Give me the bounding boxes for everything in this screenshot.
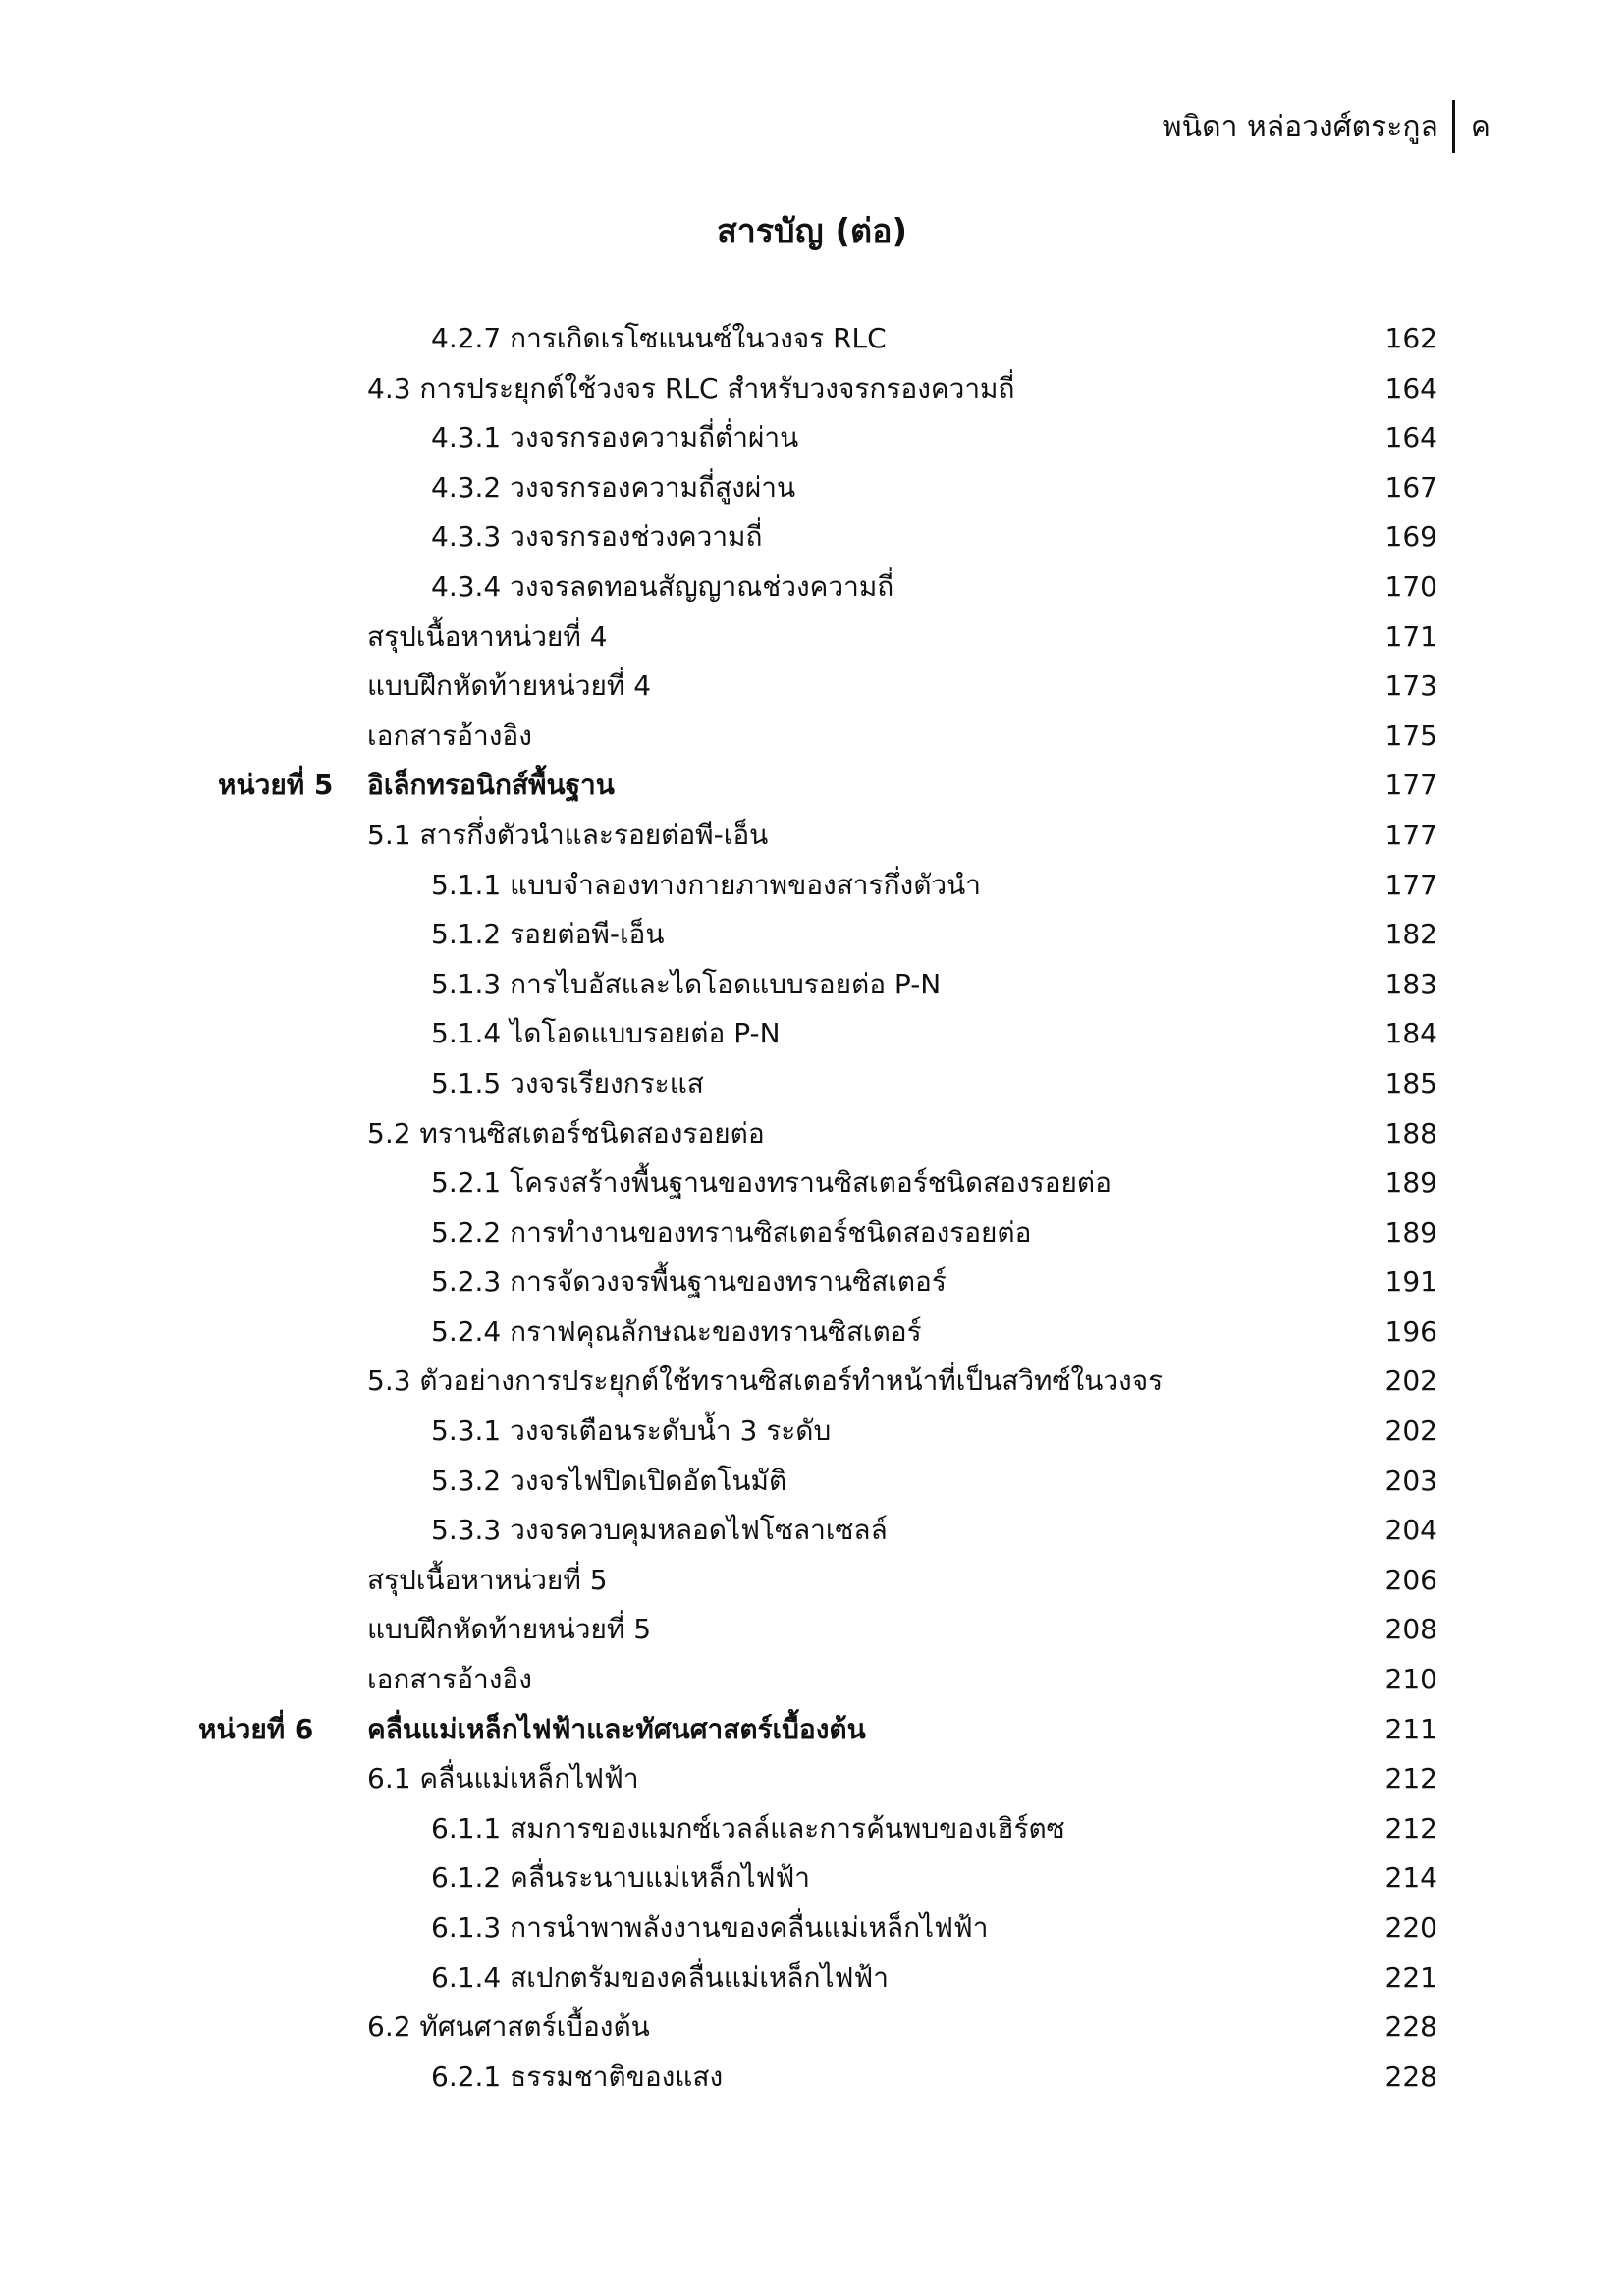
toc-entry [0,512,1624,562]
toc-entry [0,413,1624,463]
toc-page-number: 177 [1384,769,1437,802]
author-name: พนิดา หล่อวงศ์ตระกูล [1162,109,1438,144]
toc-entry-title: 5.3.3 วงจรควบคุมหลอดไฟโซลาเซลล์ [431,1514,888,1547]
toc-entry [0,1357,1624,1407]
toc-entry-title: 5.3.1 วงจรเตือนระดับน้ำ 3 ระดับ [431,1415,832,1448]
toc-page-number: 191 [1384,1265,1437,1299]
toc-entry [0,1257,1624,1308]
toc-entry-title: 4.3 การประยุกต์ใช้วงจร RLC สำหรับวงจรกรองความถี่ [367,371,1015,404]
toc-page-number: 228 [1384,2010,1437,2044]
toc-entry [0,1754,1624,1804]
toc-entry [0,1109,1624,1159]
toc-entry [0,1556,1624,1606]
toc-entry [0,1506,1624,1556]
toc-entry-title: เอกสารอ้างอิง [367,719,532,752]
toc-entry [0,1009,1624,1059]
toc-entry-title: 4.3.4 วงจรลดทอนสัญญาณช่วงความถี่ [431,569,894,603]
toc-entry [0,562,1624,613]
toc-page-number: 228 [1384,2059,1437,2093]
toc-entry [0,1059,1624,1109]
toc-entry [0,662,1624,712]
toc-entry [0,1903,1624,1953]
toc-page-number: 189 [1384,1215,1437,1249]
toc-entry-title: 5.1.3 การไบอัสและไดโอดแบบรอยต่อ P-N [431,967,942,1000]
toc-entry-title: อิเล็กทรอนิกส์พื้นฐาน [367,769,615,802]
toc-entry [0,613,1624,663]
toc-entry-title: 5.3 ตัวอย่างการประยุกต์ใช้ทรานซิสเตอร์ทำหน้าที่เป็นสวิทซ์ในวงจร [367,1364,1164,1398]
toc-entry [0,1804,1624,1854]
toc-entry-title: คลื่นแม่เหล็กไฟฟ้าและทัศนศาสตร์เบื้องต้น [367,1712,866,1745]
toc-entry-title: 5.1.5 วงจรเรียงกระแส [431,1066,704,1099]
page-letter: ค [1470,109,1490,144]
table-of-contents [0,314,1624,2102]
toc-entry-title: 6.1.3 การนำพาพลังงานของคลื่นแม่เหล็กไฟฟ้า [431,1911,989,1944]
toc-entry [0,1953,1624,2003]
toc-page-number: 189 [1384,1166,1437,1200]
toc-entry-title: 5.1 สารกึ่งตัวนำและรอยต่อพี-เอ็น [367,818,769,851]
page-header [1163,99,1490,154]
toc-page-number: 162 [1384,322,1437,354]
toc-unit-label: หน่วยที่ 6 [198,1712,314,1745]
toc-entry-title: 6.2 ทัศนศาสตร์เบื้องต้น [367,2010,650,2044]
toc-page-number: 208 [1384,1613,1437,1646]
toc-entry-title: 6.1.1 สมการของแมกซ์เวลล์และการค้นพบของเฮิร์ตซ [431,1811,1065,1844]
toc-page-number: 211 [1384,1712,1437,1745]
toc-entry [0,960,1624,1010]
toc-page-number: 184 [1384,1017,1437,1050]
toc-page-number: 203 [1384,1464,1437,1497]
toc-page-number: 188 [1384,1116,1437,1149]
toc-entry-title: 4.2.7 การเกิดเรโซแนนซ์ในวงจร RLC [431,322,887,354]
toc-entry [0,2002,1624,2053]
toc-entry [0,314,1624,364]
toc-page-number: 202 [1384,1364,1437,1398]
toc-page-number: 212 [1384,1762,1437,1795]
toc-entry-title: 6.1.2 คลื่นระนาบแม่เหล็กไฟฟ้า [431,1861,810,1895]
toc-entry [0,2053,1624,2103]
toc-page-number: 170 [1384,569,1437,603]
toc-entry [0,910,1624,960]
toc-entry-title: 6.1 คลื่นแม่เหล็กไฟฟ้า [367,1762,639,1795]
toc-page-number: 220 [1384,1911,1437,1944]
toc-entry [0,811,1624,861]
toc-entry-title: สรุปเนื้อหาหน่วยที่ 4 [367,619,608,653]
toc-entry-title: 5.3.2 วงจรไฟปิดเปิดอัตโนมัติ [431,1464,787,1497]
toc-entry [0,1605,1624,1655]
toc-entry [0,1655,1624,1705]
toc-entry [0,1407,1624,1457]
toc-entry [0,463,1624,513]
toc-page-number: 212 [1384,1811,1437,1844]
toc-page-number: 206 [1384,1563,1437,1596]
toc-entry-title: แบบฝึกหัดท้ายหน่วยที่ 4 [367,669,652,703]
toc-entry-title: 5.2.3 การจัดวงจรพื้นฐานของทรานซิสเตอร์ [431,1265,947,1299]
toc-entry-title: 5.2.1 โครงสร้างพื้นฐานของทรานซิสเตอร์ชนิดสองรอยต่อ [431,1166,1111,1200]
toc-page-number: 164 [1384,371,1437,404]
toc-entry-title: 4.3.2 วงจรกรองความถี่สูงผ่าน [431,470,796,504]
toc-page-number: 183 [1384,967,1437,1000]
toc-entry [0,1853,1624,1903]
toc-entry-title: สรุปเนื้อหาหน่วยที่ 5 [367,1563,608,1596]
toc-page-number: 164 [1384,421,1437,454]
toc-entry-title: 5.1.4 ไดโอดแบบรอยต่อ P-N [431,1017,781,1050]
toc-unit-label: หน่วยที่ 5 [218,769,334,802]
toc-entry-title: 5.1.1 แบบจำลองทางกายภาพของสารกึ่งตัวนำ [431,868,981,901]
toc-entry-title: 5.2 ทรานซิสเตอร์ชนิดสองรอยต่อ [367,1116,765,1149]
toc-entry [0,1457,1624,1507]
toc-page-number: 221 [1384,1960,1437,1994]
toc-entry-title: 6.2.1 ธรรมชาติของแสง [431,2059,724,2093]
toc-page-number: 202 [1384,1415,1437,1448]
toc-entry-title: 4.3.3 วงจรกรองช่วงความถี่ [431,520,763,554]
toc-entry-title: 5.1.2 รอยต่อพี-เอ็น [431,918,665,951]
toc-chapter-row [0,761,1624,811]
toc-page-number: 175 [1384,719,1437,752]
toc-entry [0,1208,1624,1258]
page-title: สารบัญ (ต่อ) [716,212,908,251]
toc-page-number: 204 [1384,1514,1437,1547]
toc-page-number: 177 [1384,818,1437,851]
toc-entry [0,364,1624,414]
toc-entry-title: เอกสารอ้างอิง [367,1663,532,1696]
toc-page-number: 167 [1384,470,1437,504]
toc-entry-title: 5.2.4 กราฟคุณลักษณะของทรานซิสเตอร์ [431,1314,922,1348]
toc-page-number: 182 [1384,918,1437,951]
toc-chapter-row [0,1705,1624,1755]
toc-page-number: 196 [1384,1314,1437,1348]
toc-page-number: 214 [1384,1861,1437,1895]
toc-page-number: 173 [1384,669,1437,703]
toc-entry [0,1308,1624,1358]
toc-page-number: 210 [1384,1663,1437,1696]
toc-page-number: 177 [1384,868,1437,901]
toc-page-number: 185 [1384,1066,1437,1099]
toc-entry-title: 6.1.4 สเปกตรัมของคลื่นแม่เหล็กไฟฟ้า [431,1960,889,1994]
toc-entry [0,712,1624,762]
toc-entry [0,1158,1624,1208]
toc-entry-title: 4.3.1 วงจรกรองความถี่ต่ำผ่าน [431,421,799,454]
toc-page-number: 171 [1384,619,1437,653]
toc-page-number: 169 [1384,520,1437,554]
toc-entry [0,861,1624,911]
toc-entry-title: แบบฝึกหัดท้ายหน่วยที่ 5 [367,1613,652,1646]
toc-entry-title: 5.2.2 การทำงานของทรานซิสเตอร์ชนิดสองรอยต่อ [431,1215,1032,1249]
